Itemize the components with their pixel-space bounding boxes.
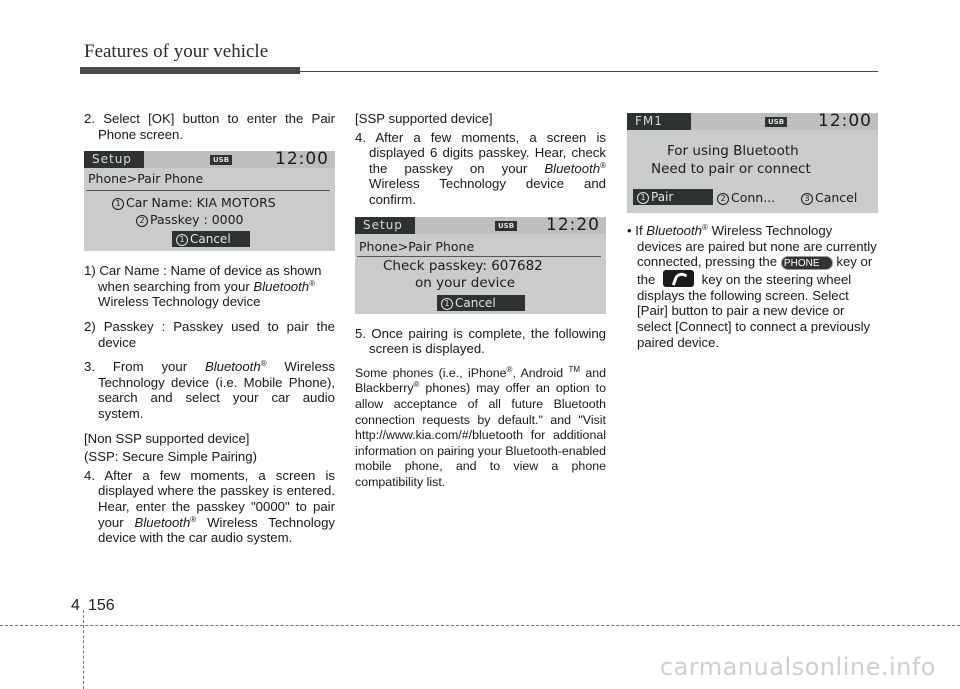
step-4-non-ssp	[84, 468, 335, 546]
registered-mark: ®	[506, 364, 513, 374]
step-3-text	[84, 359, 335, 421]
registered-mark: ®	[260, 359, 267, 369]
note-part-d: phones) may offer an option to allow acceptance of all future Bluetooth connection requests by default." and "Visit http://www.kia.com/#/bluetooth for additional information on pairing your Bluetooth-enabled mobile phone, and to view a phone compatibility list.	[355, 381, 606, 489]
pair-number-icon: 1	[637, 192, 649, 204]
step-5-text: 5. Once pairing is complete, the following screen is displayed.	[355, 325, 606, 357]
pair-or-connect-line: Need to pair or connect	[651, 161, 811, 177]
step-3-start: 3. From your	[84, 359, 205, 375]
footer-rule	[0, 625, 960, 626]
screen-tab: Setup	[355, 217, 415, 234]
bullet-middle: Wireless Technology devices are paired but none are currently connected, pressing the	[637, 223, 877, 270]
bluetooth-word: Bluetooth	[204, 359, 261, 375]
page-header-title: Features of your vehicle	[84, 41, 269, 62]
pair-button[interactable]	[633, 189, 713, 205]
screen-divider	[357, 256, 601, 257]
check-passkey-line: Check passkey: 607682	[383, 257, 543, 274]
callout-2: 2	[136, 215, 148, 227]
bullet-end: key on the steering wheel displays the following screen. Select [Pair] button to pair a new device or select [Connect] to connect a previously paired device.	[637, 272, 871, 350]
pair-phone-screen	[84, 151, 335, 251]
bluetooth-word: Bluetooth	[646, 223, 703, 238]
screen-tab: Setup	[84, 151, 144, 168]
item-car-name-text: 1) Car Name : Name of device as shown when searching from your	[84, 263, 322, 294]
cancel-label: Cancel	[815, 190, 858, 205]
cancel-number-icon: 1	[176, 234, 188, 246]
car-name-line	[112, 195, 276, 211]
note-part-a: Some phones (i.e., iPhone	[355, 365, 507, 380]
column-left	[84, 111, 335, 555]
cancel-button[interactable]	[437, 295, 525, 311]
header-rule	[300, 71, 878, 72]
registered-mark: ®	[309, 278, 316, 288]
step-4-ssp-end: Wireless Technology device and confirm.	[369, 176, 606, 207]
footer-divider	[83, 610, 84, 689]
registered-mark: ®	[702, 223, 708, 232]
bullet-start: • If	[627, 223, 647, 238]
note-part-c: and Blackberry	[355, 365, 606, 396]
connect-number-icon: 2	[717, 193, 729, 205]
header-bar	[80, 67, 300, 74]
check-passkey-screen	[355, 217, 606, 314]
screen-title: Phone>Pair Phone	[88, 171, 204, 187]
cancel-number-icon: 1	[441, 298, 453, 310]
usb-badge: USB	[210, 155, 232, 165]
passkey-text: Passkey : 0000	[150, 212, 244, 228]
ssp-heading: [SSP supported device]	[355, 111, 493, 126]
note-part-b: , Android	[512, 365, 569, 380]
screen-title: Phone>Pair Phone	[359, 238, 475, 254]
cancel-label: Cancel	[190, 232, 231, 247]
screen-clock: 12:00	[818, 113, 872, 131]
step-4-ssp	[355, 130, 606, 208]
item-car-name	[84, 263, 335, 310]
usb-badge: USB	[495, 221, 517, 231]
bullet-key-or: key or the	[637, 254, 873, 288]
bluetooth-word: Bluetooth	[253, 278, 310, 294]
phone-key-icon: PHONE	[781, 256, 833, 270]
callout-1: 1	[112, 198, 124, 210]
trademark-mark: TM	[568, 364, 581, 374]
screen-clock: 12:00	[275, 151, 329, 170]
step-4-start: 4. After a few moments, a screen is displayed where the passkey is entered. Hear, enter the passkey "0000" to pair your	[84, 467, 335, 530]
usb-badge: USB	[765, 117, 787, 127]
registered-mark: ®	[190, 514, 197, 524]
item-car-name-text-end: Wireless Technology device	[98, 294, 261, 310]
pair-label: Pair	[651, 190, 674, 204]
step-3-end: Wireless Technology device (i.e. Mobile Phone), search and select your car audio system.	[98, 359, 335, 421]
registered-mark: ®	[600, 160, 606, 170]
connect-label: Conn...	[731, 190, 776, 205]
column-right	[627, 111, 878, 359]
bluetooth-word: Bluetooth	[134, 514, 191, 530]
connect-button[interactable]	[717, 190, 775, 206]
item-passkey: 2) Passkey : Passkey used to pair the device	[84, 318, 335, 350]
cancel-button[interactable]	[172, 231, 250, 247]
car-name-text: Car Name: KIA MOTORS	[126, 195, 276, 211]
watermark: carmanualsonline.info	[659, 653, 936, 681]
cancel-label: Cancel	[455, 295, 496, 310]
passkey-line	[136, 212, 244, 228]
using-bluetooth-line: For using Bluetooth	[667, 143, 799, 159]
screen-clock: 12:20	[546, 216, 600, 235]
step-4-end: Wireless Technology device with the car audio system.	[98, 514, 335, 546]
bluetooth-word: Bluetooth	[544, 160, 601, 176]
cancel-number-icon: 3	[801, 193, 813, 205]
call-key-icon	[663, 270, 694, 287]
step-4-ssp-start: 4. After a few moments, a screen is displayed 6 digits passkey. Hear, check the passkey on your	[355, 129, 606, 176]
screen-tab: FM1	[627, 113, 691, 130]
registered-mark: ®	[413, 380, 420, 390]
column-middle	[355, 111, 606, 500]
compatibility-note	[355, 366, 606, 491]
chapter-number: 4	[71, 597, 80, 614]
ssp-definition: (SSP: Secure Simple Pairing)	[84, 449, 257, 465]
cancel-button[interactable]	[801, 190, 857, 206]
screen-divider	[86, 190, 330, 191]
page-number: 156	[88, 597, 115, 614]
step-2-text: 2. Select [OK] button to enter the Pair Phone screen.	[84, 111, 335, 142]
on-your-device-line: on your device	[415, 274, 516, 291]
bluetooth-connect-screen	[627, 113, 878, 213]
non-ssp-heading: [Non SSP supported device]	[84, 430, 250, 446]
phone-key-bullet	[627, 223, 878, 350]
